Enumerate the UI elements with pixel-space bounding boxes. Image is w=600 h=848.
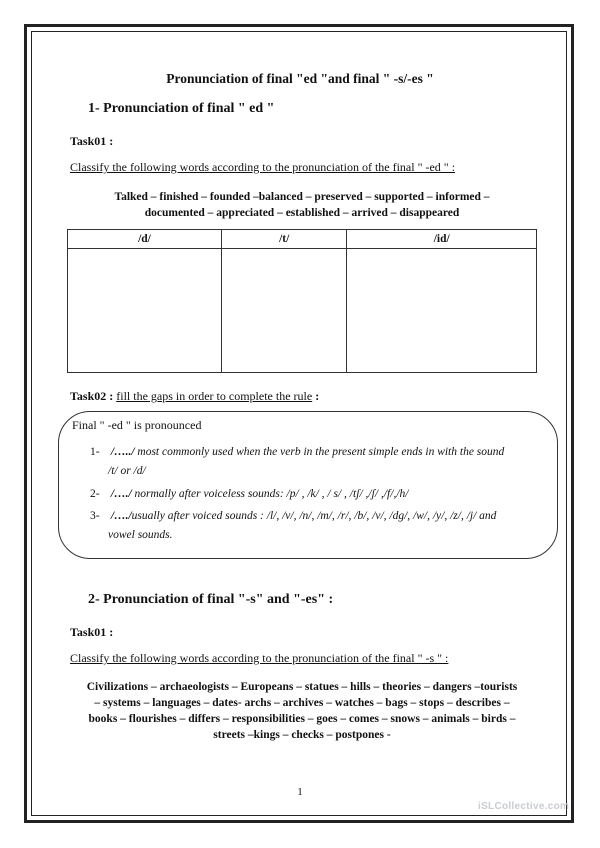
rule-intro: Final " -ed " is pronounced <box>72 418 202 432</box>
section2-word-list-line4: streets –kings – checks – postpones - <box>213 729 391 741</box>
table-cell-d[interactable] <box>68 249 222 373</box>
section1-word-list-line2: documented – appreciated – established – arrived – disappeared <box>144 207 460 219</box>
rule-number-1: 1- <box>90 446 100 458</box>
table-header-d: /d/ <box>68 230 222 249</box>
section1-task02-instruction: fill the gaps in order to complete the rule <box>116 389 313 403</box>
rule-blank-1[interactable]: /…../ <box>110 446 135 458</box>
table-cell-t[interactable] <box>222 249 347 373</box>
rule-text-1: most commonly used when the verb in the present simple ends in with the sound <box>134 446 505 458</box>
section1-heading: 1- Pronunciation of final " ed " <box>88 101 275 116</box>
rule-item-3 <box>90 507 496 526</box>
section1-word-list-line1: Talked – finished – founded –balanced – preserved – supported – informed – <box>114 191 490 203</box>
section1-task01-label: Task01 : <box>70 134 114 148</box>
section1-task02 <box>70 389 319 404</box>
rule-text-1-cont: /t/ or /d/ <box>108 465 146 477</box>
rule-number-3: 3- <box>90 510 100 522</box>
section2-task01-label: Task01 : <box>70 625 114 639</box>
rule-number-2: 2- <box>90 488 100 500</box>
section2-heading: 2- Pronunciation of final "-s" and "-es" : <box>88 592 334 607</box>
section1-task02-colon: : <box>312 389 320 403</box>
rule-item-2 <box>90 485 408 504</box>
watermark: iSLCollective.com <box>478 801 570 812</box>
rule-blank-2[interactable]: /…./ <box>110 488 132 500</box>
rule-text-3: usually after voiced sounds : /l/, /v/, /n/, /m/, /r/, /b/, /v/, /dg/, /w/, /y/, /z/, /j/ and <box>131 510 497 522</box>
page-title: Pronunciation of final "ed "and final " -s/-es " <box>166 71 434 86</box>
section1-task01-instruction: Classify the following words according to the pronunciation of the final " -ed " : <box>70 160 456 174</box>
rule-item-1 <box>90 443 504 462</box>
ed-classification-table <box>67 229 537 373</box>
table-header-id: /id/ <box>347 230 537 249</box>
rule-item-3-continuation <box>108 526 173 545</box>
section2-word-list-line1: Civilizations – archaeologists – Europeans – statues – hills – theories – dangers –tourists <box>86 681 518 693</box>
table-header-t: /t/ <box>222 230 347 249</box>
rule-blank-3[interactable]: /…./ <box>110 510 132 522</box>
section2-word-list-line3: books – flourishes – differs – responsibilities – goes – comes – snows – animals – birds – <box>88 713 516 725</box>
table-cell-id[interactable] <box>347 249 537 373</box>
section2-word-list-line2: – systems – languages – dates- archs – archives – watches – bags – stops – describes – <box>94 697 510 709</box>
rule-text-3-cont: vowel sounds. <box>108 529 173 541</box>
rule-item-1-continuation <box>108 462 146 481</box>
page-number: 1 <box>297 786 303 798</box>
rule-text-2: normally after voiceless sounds: /p/ , /k/ , / s/ , /tʃ/ ,/ʃ/ ,/f/,/h/ <box>131 488 409 500</box>
section1-task02-label: Task02 : <box>70 389 114 403</box>
section2-task01-instruction: Classify the following words according to the pronunciation of the final " -s " : <box>70 651 449 665</box>
